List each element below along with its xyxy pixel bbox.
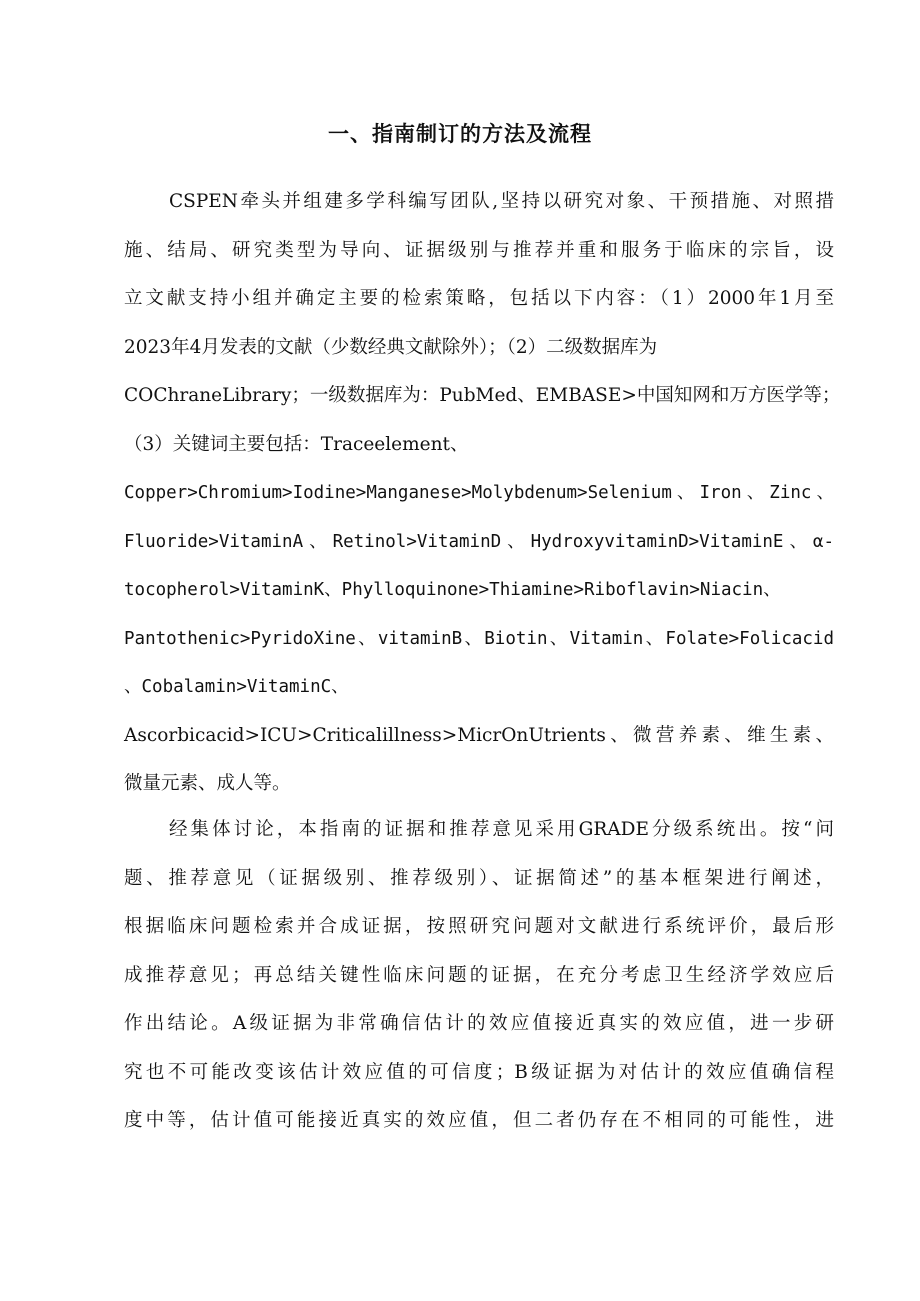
paragraph-line: 题、推荐意见（证据级别、推荐级别）、证据简述”的基本框架进行阐述， — [124, 867, 834, 889]
paragraph-line: 成推荐意见；再总结关键性临床问题的证据，在充分考虑卫生经济学效应后 — [124, 964, 834, 986]
paragraph-line: 立文献支持小组并确定主要的检索策略，包括以下内容：（1）2000年1月至 — [124, 288, 834, 309]
paragraph-line: 作出结论。A级证据为非常确信估计的效应值接近真实的效应值，进一步研 — [124, 1013, 834, 1034]
paragraph-line: tocopherol>VitaminK、Phylloquinone>Thiamine>Riboflavin>Niacin、 — [124, 580, 781, 600]
paragraph-grade-evidence — [124, 806, 834, 1146]
paragraph-line: 微量元素、成人等。 — [124, 773, 291, 794]
paragraph-line: CSPEN牵头并组建多学科编写团队,坚持以研究对象、干预措施、对照措 — [169, 191, 834, 212]
paragraph-line: COChraneLibrary；一级数据库为：PubMed、EMBASE>中国知网和万方医学等； — [124, 385, 841, 406]
paragraph-line: 究也不可能改变该估计效应值的可信度；B级证据为对估计的效应值确信程 — [124, 1061, 834, 1083]
paragraph-line: 、Cobalamin>VitaminC、 — [124, 677, 349, 697]
paragraph-line: 经集体讨论，本指南的证据和推荐意见采用GRADE分级系统出。按“问 — [169, 819, 834, 840]
paragraph-line: Fluoride>VitaminA、Retinol>VitaminD、HydroxyvitaminD>VitaminE、α- — [124, 531, 834, 552]
paragraph-line: 根据临床问题检索并合成证据，按照研究问题对文献进行系统评价，最后形 — [124, 916, 834, 937]
paragraph-line: 2023年4月发表的文献（少数经典文献除外）；（2）二级数据库为 — [124, 336, 658, 358]
paragraph-line: （3）关键词主要包括：Traceelement、 — [124, 433, 469, 455]
paragraph-line: 度中等，估计值可能接近真实的效应值，但二者仍存在不相同的可能性，进 — [124, 1110, 834, 1131]
paragraph-line: Copper>Chromium>Iodine>Manganese>Molybdenum>Selenium、Iron、Zinc、 — [124, 483, 834, 503]
section-heading: 一、指南制订的方法及流程 — [328, 122, 592, 146]
paragraph-methods-search — [124, 178, 841, 809]
paragraph-line: 施、结局、研究类型为导向、证据级别与推荐并重和服务于临床的宗旨，设 — [124, 239, 834, 261]
paragraph-line: Ascorbicacid>ICU>Criticalillness>MicrOnUtrients、微营养素、维生素、 — [124, 724, 834, 746]
paragraph-line: Pantothenic>PyridoXine、vitaminB、Biotin、Vitamin、Folate>Folicacid — [124, 628, 834, 649]
